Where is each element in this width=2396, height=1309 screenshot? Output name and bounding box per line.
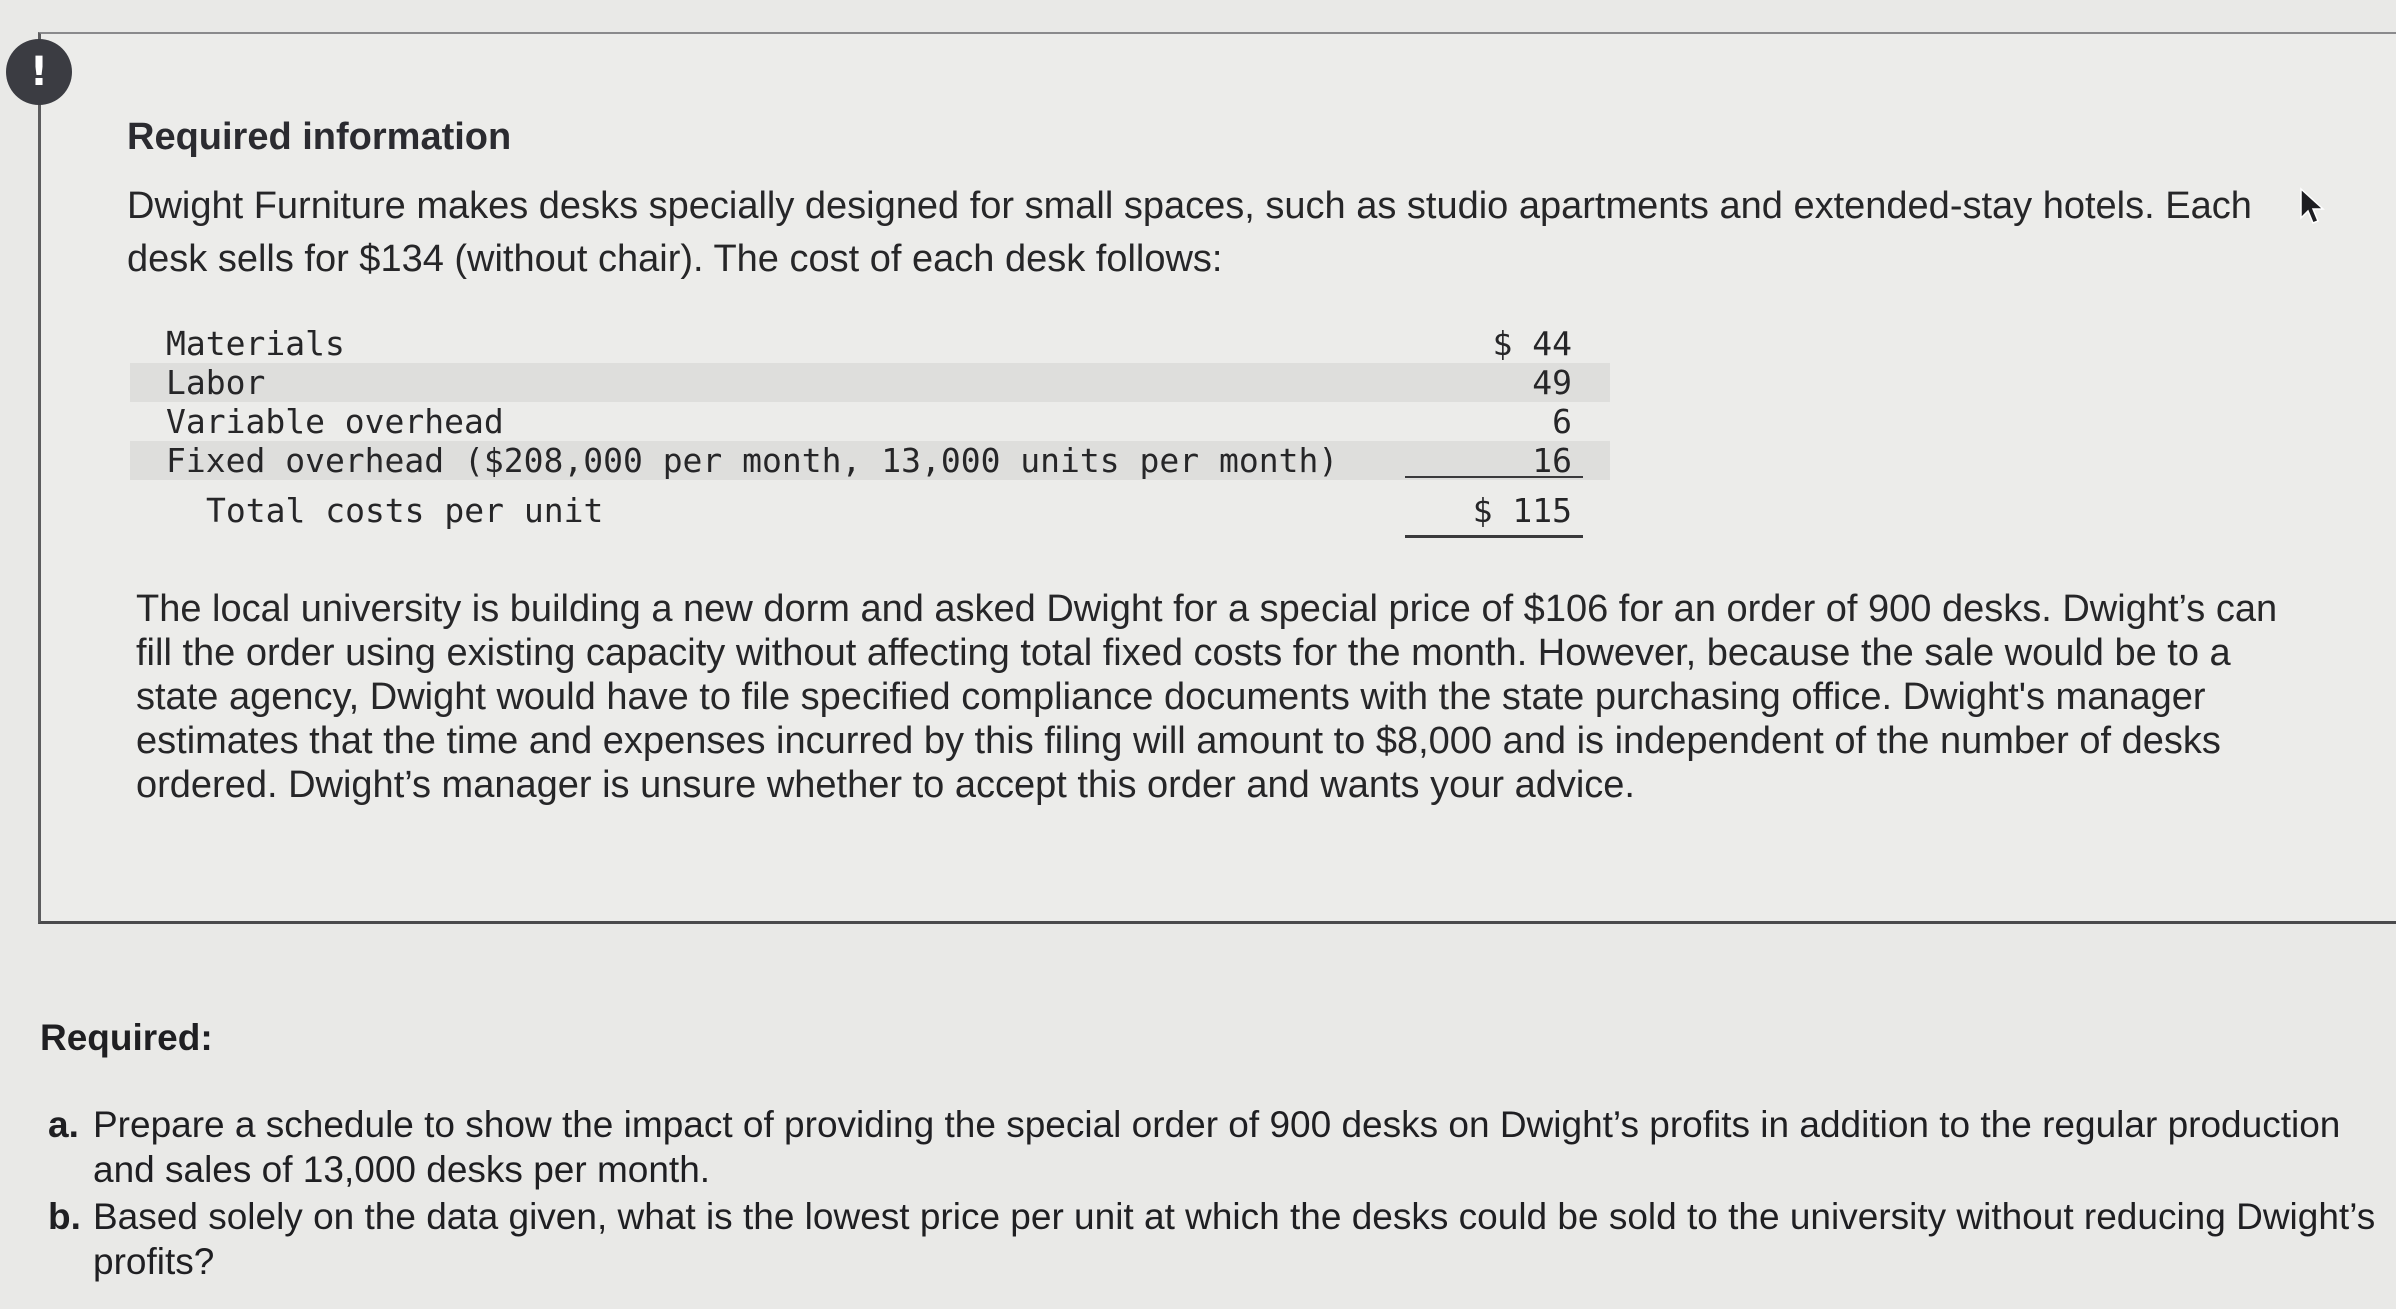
subtotal-rule — [1405, 476, 1583, 478]
cost-label: Labor — [166, 363, 266, 402]
total-rule — [1405, 535, 1583, 538]
cost-value: 6 — [1552, 402, 1572, 441]
cost-value: 49 — [1532, 363, 1572, 402]
cost-table — [130, 324, 1610, 534]
alert-icon: ! — [6, 39, 72, 105]
cost-label: Fixed overhead ($208,000 per month, 13,000 units per month) — [166, 441, 1339, 480]
cost-row-labor — [130, 363, 1610, 402]
item-marker: b. — [48, 1196, 81, 1237]
required-heading: Required: — [40, 1017, 213, 1058]
total-value: $ 115 — [1472, 491, 1572, 530]
intro-paragraph: Dwight Furniture makes desks specially designed for small spaces, such as studio apartments and extended-stay hotels. Each desk sells for $134 (without chair). The cost of each desk follows: — [127, 185, 2252, 280]
total-label: Total costs per unit — [206, 491, 604, 530]
scenario-paragraph: The local university is building a new dorm and asked Dwight for a special price of $106 for an order of 900 desks. Dwight’s can fill the order using existing capacity without affecting total fixed costs for the month. However, because the sale would be to a state agency, Dwight would have to file specified compliance documents with the state purchasing office. Dwight's manager estimates that the time and expenses incurred by this filing will amount to $8,000 and is independent of the number of desks ordered. Dwight’s manager is unsure whether to accept this order and wants your advice. — [136, 588, 2278, 806]
item-text: Prepare a schedule to show the impact of providing the special order of 900 desks on Dwight’s profits in addition to the regular production and sales of 13,000 desks per month. — [93, 1104, 2341, 1190]
required-item-b — [48, 1194, 2388, 1284]
mouse-pointer-icon — [2298, 186, 2326, 226]
cost-label: Variable overhead — [166, 402, 504, 441]
cost-row-fixed-overhead — [130, 441, 1610, 480]
info-title: Required information — [127, 116, 512, 158]
cost-row-variable-overhead — [130, 402, 1610, 441]
cost-label: Materials — [166, 324, 345, 363]
required-item-a — [48, 1102, 2388, 1192]
cost-row-materials — [130, 324, 1610, 363]
cost-value: 16 — [1532, 441, 1572, 480]
item-text: Based solely on the data given, what is the lowest price per unit at which the desks could be sold to the university without reducing Dwight’s profits? — [93, 1196, 2376, 1282]
cost-row-total — [130, 488, 1610, 534]
required-list — [48, 1102, 2388, 1286]
cost-value: $ 44 — [1492, 324, 1572, 363]
item-marker: a. — [48, 1104, 79, 1145]
